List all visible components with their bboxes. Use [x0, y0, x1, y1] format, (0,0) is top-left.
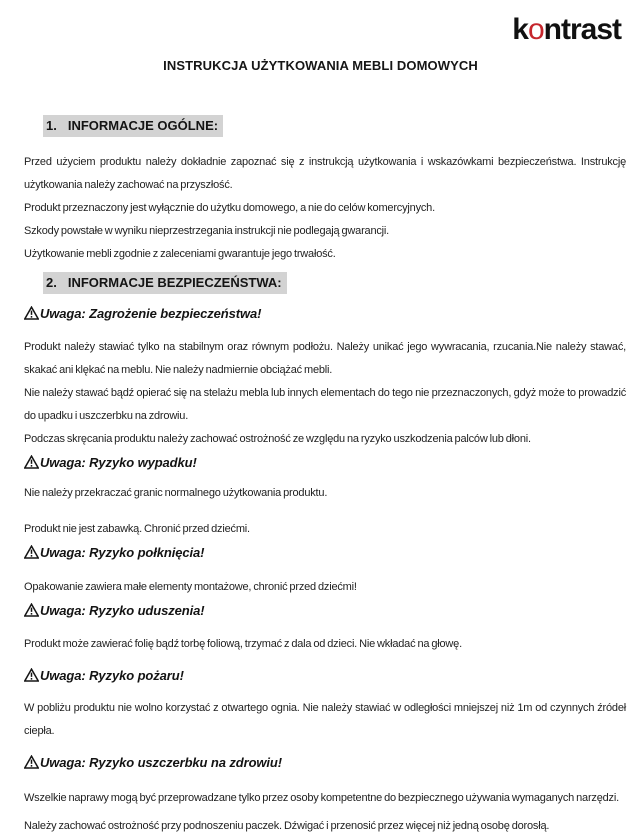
section-2-heading [43, 272, 641, 294]
logo-text-left: k [512, 13, 528, 46]
warning-heading-health-damage-risk [24, 753, 641, 773]
section-1-heading [43, 115, 641, 137]
section-1-highlight [43, 115, 223, 137]
paragraph-suffocation-1: Produkt może zawierać folię bądź torbę foliową, trzymać z dala od dzieci. Nie wkładać na głowę. [24, 638, 462, 650]
warning-triangle-icon [24, 455, 39, 469]
warning-triangle-icon [24, 668, 39, 682]
paragraph-health-1: Wszelkie naprawy mogą być przeprowadzane tylko przez osoby kompetentne do bezpiecznego używania wymaganych narzędzi. [24, 792, 619, 804]
document-title: INSTRUKCJA UŻYTKOWANIA MEBLI DOMOWYCH [163, 58, 478, 73]
warning-heading-swallowing-risk [24, 543, 641, 563]
paragraph-general-2: Produkt przeznaczony jest wyłącznie do użytku domowego, a nie do celów komercyjnych. [24, 202, 435, 214]
warning-heading-accident-risk [24, 453, 641, 473]
warning-triangle-icon [24, 603, 39, 617]
paragraph-health-2: Należy zachować ostrożność przy podnoszeniu paczek. Dźwigać i przenosić przez więcej niż jedną osobę dorosłą. [24, 820, 550, 832]
paragraph-accident-2: Produkt nie jest zabawką. Chronić przed dziećmi. [24, 523, 250, 535]
paragraph-general-4: Użytkowanie mebli zgodnie z zaleceniami gwarantuje jego trwałość. [24, 248, 336, 260]
warning-label: Uwaga: Ryzyko połknięcia! [40, 545, 205, 560]
paragraph-safety-1: Produkt należy stawiać tylko na stabilnym oraz równym podłożu. Należy unikać jego wywracania, rzucania.Nie należy stawać, skakać ani klękać na meblu. Nie należy nadmiernie obciążać mebli. [24, 341, 626, 376]
section-2-title: INFORMACJE BEZPIECZEŃSTWA: [67, 275, 282, 290]
paragraph-general-1: Przed użyciem produktu należy dokładnie zapoznać się z instrukcją użytkowania i wskazówkami bezpieczeństwa. Instrukcję użytkowania należy zachować na przyszłość. [24, 156, 626, 191]
paragraph-fire-1: W pobliżu produktu nie wolno korzystać z otwartego ognia. Nie należy stawiać w odległości mniejszej niż 1m od czynnych źródeł ciepła. [24, 702, 626, 737]
section-1-title: INFORMACJE OGÓLNE: [67, 118, 219, 133]
paragraph-swallowing-1: Opakowanie zawiera małe elementy montażowe, chronić przed dziećmi! [24, 581, 357, 593]
warning-heading-safety-hazard [24, 304, 641, 324]
warning-label: Uwaga: Zagrożenie bezpieczeństwa! [40, 306, 262, 321]
paragraph-accident-1: Nie należy przekraczać granic normalnego użytkowania produktu. [24, 487, 328, 499]
warning-label: Uwaga: Ryzyko wypadku! [40, 455, 197, 470]
paragraph-safety-3: Podczas skręcania produktu należy zachować ostrożność ze względu na ryzyko uszkodzenia palców lub dłoni. [24, 433, 531, 445]
paragraph-general-3: Szkody powstałe w wyniku nieprzestrzegania instrukcji nie podlegają gwarancji. [24, 225, 390, 237]
warning-label: Uwaga: Ryzyko uszczerbku na zdrowiu! [40, 755, 283, 770]
section-2-highlight [43, 272, 287, 294]
warning-triangle-icon [24, 755, 39, 769]
warning-label: Uwaga: Ryzyko pożaru! [40, 668, 184, 683]
warning-triangle-icon [24, 545, 39, 559]
section-2-number: 2. [46, 275, 57, 290]
warning-triangle-icon [24, 306, 39, 320]
warning-heading-fire-risk [24, 666, 641, 686]
section-1-number: 1. [46, 118, 57, 133]
warning-heading-suffocation-risk [24, 601, 641, 621]
kontrast-logo [512, 13, 621, 46]
logo-row [0, 0, 641, 50]
logo-o-ring-icon: o [527, 13, 544, 46]
logo-text-right: ntrast [543, 13, 621, 46]
paragraph-safety-2: Nie należy stawać bądź opierać się na stelażu mebla lub innych elementach do tego nie przeznaczonych, gdyż może to prowadzić do upadku i uszczerbku na zdrowiu. [24, 387, 626, 422]
warning-label: Uwaga: Ryzyko uduszenia! [40, 603, 205, 618]
